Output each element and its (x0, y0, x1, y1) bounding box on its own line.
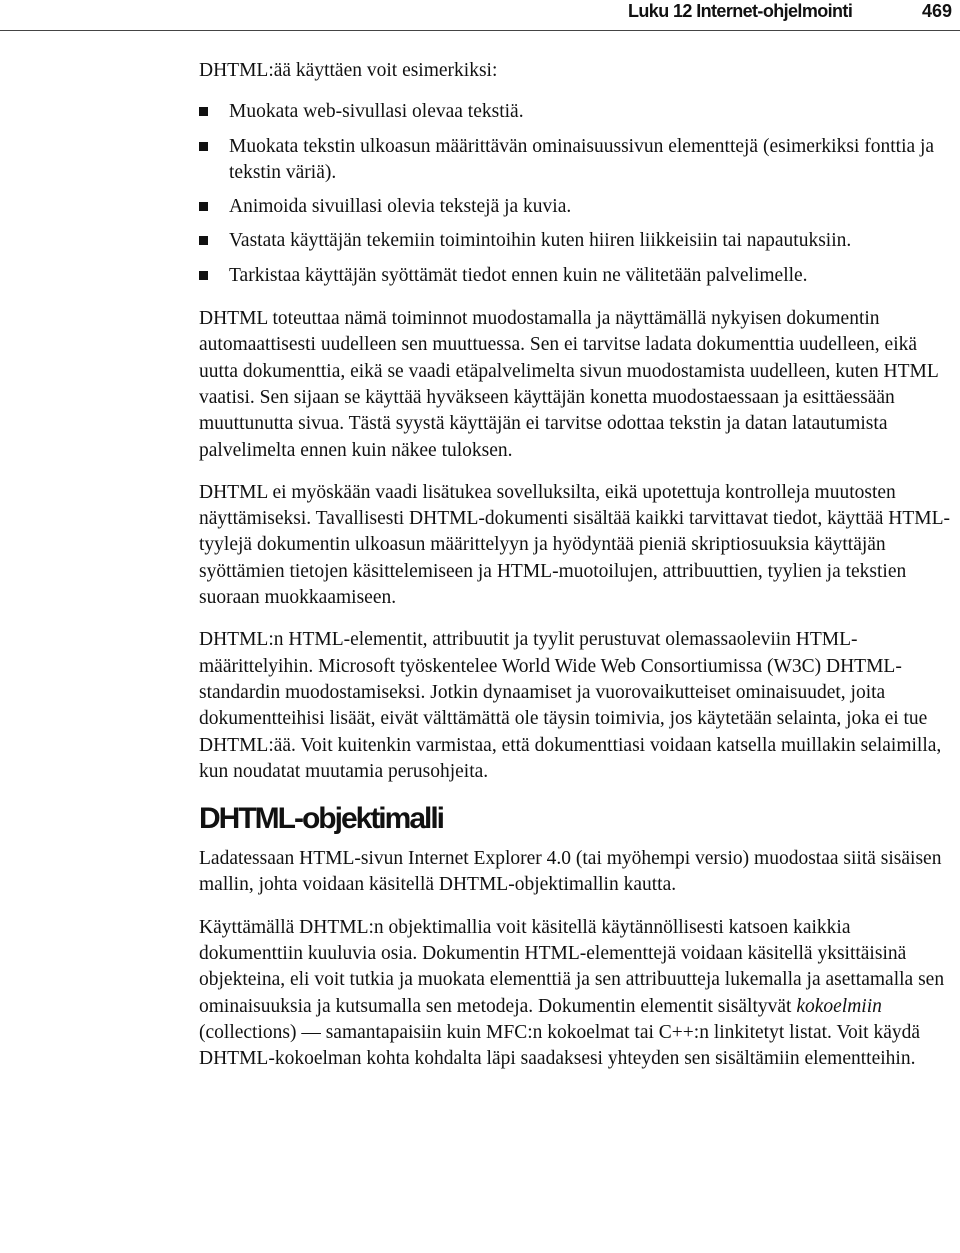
page-header (0, 0, 960, 30)
emphasized-term: kokoelmiin (796, 995, 882, 1017)
list-item (199, 194, 959, 220)
header-divider (0, 30, 960, 31)
list-item (199, 263, 959, 289)
list-item-text: Muokata web-sivullasi olevaa tekstiä. (229, 101, 524, 123)
feature-list (199, 99, 959, 289)
list-item-text: Muokata tekstin ulkoasun määrittävän ominaisuussivun elementtejä (esimerkiksi fonttia ja tekstin väriä). (229, 135, 935, 183)
section-heading: DHTML-objektimalli (199, 802, 444, 836)
list-item-text: Tarkistaa käyttäjän syöttämät tiedot ennen kuin ne välitetään palvelimelle. (229, 264, 808, 286)
square-bullet-icon (199, 107, 208, 116)
square-bullet-icon (199, 142, 208, 151)
square-bullet-icon (199, 202, 208, 211)
list-item (199, 134, 959, 187)
paragraph-text: Käyttämällä DHTML:n objektimallia voit käsitellä käytännöllisesti katsoen kaikkia dokumenttiin kuuluvia osia. Dokumentin HTML-elementtejä voidaan käsitellä yksittäisinä objekteina, eli voit tutkia ja muokata elementtiä ja sen attribuutteja lukemalla ja asettamalla sen ominaisuuksia ja kutsumalla sen metodeja. Dokumentin elementit sisältyvät (199, 916, 945, 1017)
body-paragraph: DHTML ei myöskään vaadi lisätukea sovelluksilta, eikä upotettuja kontrolleja muutosten näyttämiseksi. Tavallisesti DHTML-dokumenti sisältää kaikki tarvittavat tiedot, käyttää HTML-tyylejä dokumentin ulkoasun määrittelyyn ja hyödyntää pieniä skriptiosuuksia käyttäjän syöttämien tietojen käsittelemiseen ja HTML-muotoilujen, attribuuttien, tyylien ja tekstien suoraan muokkaamiseen. (199, 481, 951, 609)
page-body (199, 58, 959, 1089)
list-item-text: Animoida sivuillasi olevia tekstejä ja kuvia. (229, 196, 572, 218)
list-item (199, 228, 959, 254)
page-number: 469 (922, 1, 953, 21)
list-item-text: Vastata käyttäjän tekemiin toimintoihin kuten hiiren liikkeisiin tai napautuksiin. (229, 230, 852, 252)
intro-text: DHTML:ää käyttäen voit esimerkiksi: (199, 60, 498, 81)
list-item (199, 99, 959, 125)
body-paragraph: DHTML toteuttaa nämä toiminnot muodostamalla ja näyttämällä nykyisen dokumentin automaattisesti uudelleen sen muuttuessa. Sen ei tarvitse ladata dokumenttia uudelleen, eikä uutta dokumenttia, eikä se vaadi etäpalvelimelta sivun muodostamista uudelleen, kuten HTML vaatisi. Sen sijaan se käyttää hyväkseen käyttäjän konetta muodostaessaan ja esittäessään muuttunutta sivua. Tästä syystä käyttäjän ei tarvitse odottaa tekstin ja datan latautumista palvelimelta ennen kuin näkee tuloksen. (199, 308, 939, 461)
square-bullet-icon (199, 271, 208, 280)
body-paragraph (199, 915, 959, 1073)
body-paragraph: Ladatessaan HTML-sivun Internet Explorer 4.0 (tai myöhempi versio) muodostaa siitä sisäisen mallin, johta voidaan käsitellä DHTML-objektimallin kautta. (199, 848, 942, 896)
square-bullet-icon (199, 236, 208, 245)
body-paragraph: DHTML:n HTML-elementit, attribuutit ja tyylit perustuvat olemassaoleviin HTML-määrittelyihin. Microsoft työskentelee World Wide Web Consortiumissa (W3C) DHTML-standardin muodostamiseksi. Jotkin dynaamiset ja vuorovaikutteiset ominaisuudet, joita dokumentteihisi lisäät, eivät välttämättä ole täysin toimivia, jos käytetään selainta, joka ei tue DHTML:ää. Voit kuitenkin varmistaa, että dokumenttiasi voidaan katsella muillakin selaimilla, kun noudatat muutamia perusohjeita. (199, 629, 942, 782)
chapter-title: Luku 12 Internet-ohjelmointi (628, 1, 853, 21)
paragraph-text: (collections) — samantapaisiin kuin MFC:n kokoelmat tai C++:n linkitetyt listat. Voit käydä DHTML-kokoelman kohta kohdalta läpi saadaksesi yhteyden sen sisältämiin elementteihin. (199, 1021, 921, 1070)
